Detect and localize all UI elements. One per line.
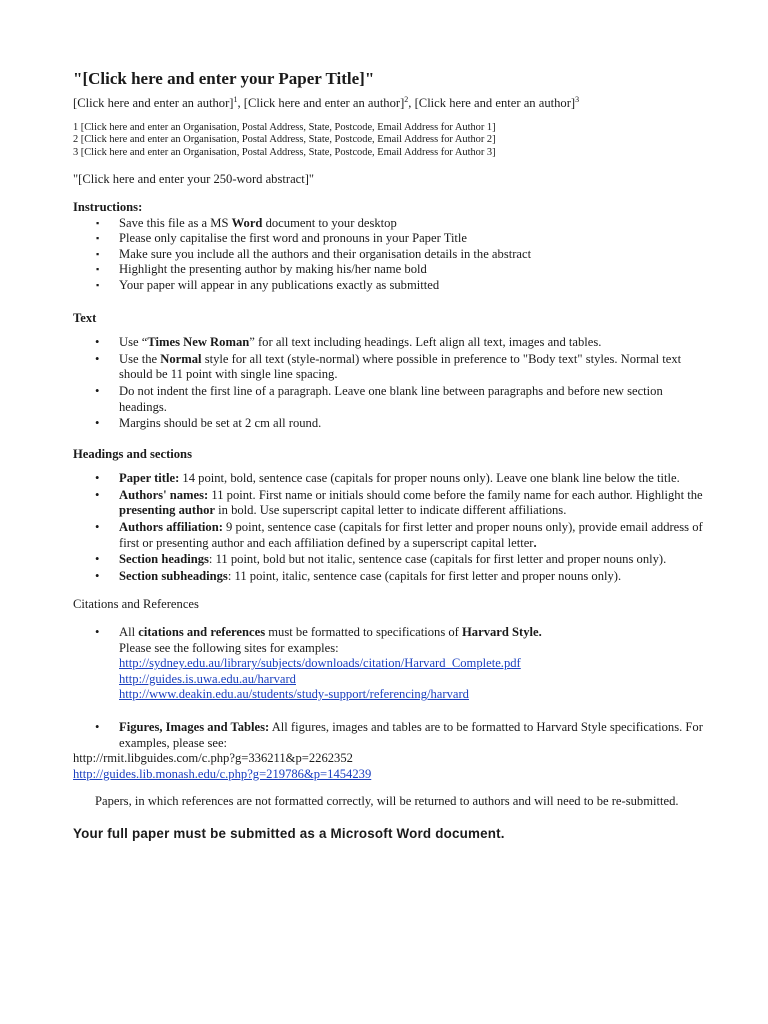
author-2[interactable]: [Click here and enter an author] — [243, 96, 405, 110]
list-item — [73, 262, 703, 278]
abstract-placeholder[interactable]: "[Click here and enter your 250-word abstract]" — [73, 172, 315, 187]
list-item — [73, 520, 703, 551]
formatting-warning: Papers, in which references are not formatted correctly, will be returned to authors and will need to be re-submitted. — [95, 794, 679, 809]
list-item — [73, 231, 703, 247]
item-bold: Figures, Images and Tables: — [119, 720, 270, 734]
author-1[interactable]: [Click here and enter an author] — [73, 96, 234, 110]
author-2-sup: 2 — [404, 94, 409, 104]
link-sydney-harvard[interactable]: http://sydney.edu.au/library/subjects/downloads/citation/Harvard_Complete.pdf — [119, 656, 521, 671]
examples-intro: Please see the following sites for examples: — [119, 640, 339, 655]
list-item — [73, 552, 703, 568]
item-text: Please only capitalise the first word and pronouns in your Paper Title — [119, 231, 468, 246]
item-text: Highlight the presenting author by making his/her name bold — [119, 262, 427, 277]
square-bullet-icon: ▪ — [96, 233, 100, 244]
bullet-icon: • — [95, 520, 100, 535]
headings-section-heading: Headings and sections — [73, 446, 192, 461]
item-bold: Normal — [160, 351, 202, 366]
bullet-icon: • — [95, 487, 100, 502]
author-separator: , — [408, 96, 415, 110]
citations-list — [73, 625, 703, 782]
bullet-icon: • — [95, 552, 100, 567]
item-bold: Section headings — [119, 552, 209, 567]
author-3-sup: 3 — [575, 94, 580, 104]
item-text: Save this file as a MS — [119, 215, 232, 230]
instructions-heading: Instructions: — [73, 199, 143, 214]
bullet-icon: • — [95, 471, 100, 486]
item-bold: presenting author — [119, 503, 215, 518]
item-text: Make sure you include all the authors and their organisation details in the abstract — [119, 246, 532, 261]
list-item — [73, 384, 703, 415]
document-page — [73, 68, 703, 842]
author-3[interactable]: [Click here and enter an author] — [414, 96, 576, 110]
item-text: Use the — [119, 351, 161, 366]
item-text: must be formatted to specifications of — [265, 625, 463, 640]
bullet-icon: • — [95, 625, 100, 640]
list-item — [73, 278, 703, 294]
bullet-icon: • — [95, 720, 100, 734]
list-item — [73, 416, 703, 432]
item-text: All — [119, 625, 139, 640]
list-item — [73, 352, 703, 383]
list-item — [73, 471, 703, 487]
bullet-icon: • — [95, 335, 100, 350]
item-bold: citations and references — [138, 625, 266, 640]
bullet-icon: • — [95, 416, 100, 431]
item-text: Margins should be set at 2 cm all round. — [119, 416, 322, 431]
affiliation-2[interactable]: 2 [Click here and enter an Organisation, Postal Address, State, Postcode, Email Address for Author 2] — [73, 134, 496, 146]
rmit-url: http://rmit.libguides.com/c.php?g=336211&p=2262352 — [73, 751, 353, 766]
item-text: ” for all text including headings. Left align all text, images and tables. — [249, 335, 602, 350]
submission-note: Your full paper must be submitted as a Microsoft Word document. — [73, 825, 505, 841]
affiliation-1[interactable]: 1 [Click here and enter an Organisation, Postal Address, State, Postcode, Email Address for Author 1] — [73, 121, 496, 133]
headings-section-list — [73, 471, 703, 584]
link-uwa-harvard[interactable]: http://guides.is.uwa.edu.au/harvard — [119, 671, 296, 686]
item-bold: . — [533, 535, 537, 550]
item-text: document to your desktop — [262, 215, 397, 230]
author-1-sup: 1 — [233, 94, 238, 104]
item-text: Do not indent the first line of a paragraph. Leave one blank line between paragraphs and before new section headings. — [119, 383, 663, 414]
text-section-heading: Text — [73, 310, 97, 325]
list-item — [73, 247, 703, 263]
item-text: : 11 point, italic, sentence case (capitals for first letter and proper nouns only). — [227, 568, 622, 583]
author-line — [73, 96, 703, 112]
item-bold: Section subheadings — [119, 568, 228, 583]
item-text: 11 point. First name or initials should come before the family name for each author. Highlight the — [208, 487, 703, 502]
list-item — [73, 335, 703, 351]
item-text: All figures, images and tables are to be formatted to Harvard Style specifications. For examples, please see: — [119, 720, 703, 750]
list-item — [73, 569, 703, 585]
list-item — [73, 720, 703, 782]
item-bold: Authors affiliation: — [119, 520, 223, 535]
square-bullet-icon: ▪ — [96, 279, 100, 290]
item-bold: Word — [231, 215, 263, 230]
bullet-icon: • — [95, 383, 100, 398]
item-text: in bold. Use superscript capital letter to indicate different affiliations. — [214, 503, 567, 518]
item-text: Use “ — [119, 335, 148, 350]
item-text: 14 point, bold, sentence case (capitals for proper nouns only). Leave one blank line below the title. — [179, 471, 680, 486]
item-bold: Paper title: — [119, 471, 180, 486]
paper-title[interactable]: "[Click here and enter your Paper Title]" — [73, 69, 375, 88]
item-text: Your paper will appear in any publications exactly as submitted — [119, 277, 440, 292]
square-bullet-icon: ▪ — [96, 248, 100, 259]
list-item — [73, 625, 703, 719]
item-bold: Authors' names: — [119, 487, 209, 502]
affiliations — [73, 122, 703, 160]
author-separator: , — [237, 96, 244, 110]
item-bold: Harvard Style. — [462, 625, 542, 640]
item-bold: Times New Roman — [147, 335, 250, 350]
link-deakin-referencing[interactable]: http://www.deakin.edu.au/students/study-support/referencing/harvard — [119, 687, 469, 702]
list-item — [73, 216, 703, 232]
link-monash-guide[interactable]: http://guides.lib.monash.edu/c.php?g=219786&p=1454239 — [73, 766, 372, 781]
item-text: style for all text (style-normal) where possible in preference to "Body text" styles. Normal text should be 11 point with single line spacing. — [119, 351, 682, 382]
affiliation-3[interactable]: 3 [Click here and enter an Organisation, Postal Address, State, Postcode, Email Address for Author 3] — [73, 146, 496, 158]
item-text: : 11 point, bold but not italic, sentence case (capitals for first letter and proper nouns only). — [208, 552, 667, 567]
citations-section-heading: Citations and References — [73, 597, 199, 612]
bullet-icon: • — [95, 568, 100, 583]
bullet-icon: • — [95, 351, 100, 366]
text-section-list — [73, 335, 703, 432]
instructions-list — [73, 216, 703, 294]
square-bullet-icon: ▪ — [96, 217, 100, 228]
item-text: 9 point, sentence case (capitals for first letter and proper nouns only), provide email address of first or presenting author and each affiliation defined by a superscript capital letter — [119, 520, 703, 550]
list-item — [73, 488, 703, 519]
square-bullet-icon: ▪ — [96, 264, 100, 275]
